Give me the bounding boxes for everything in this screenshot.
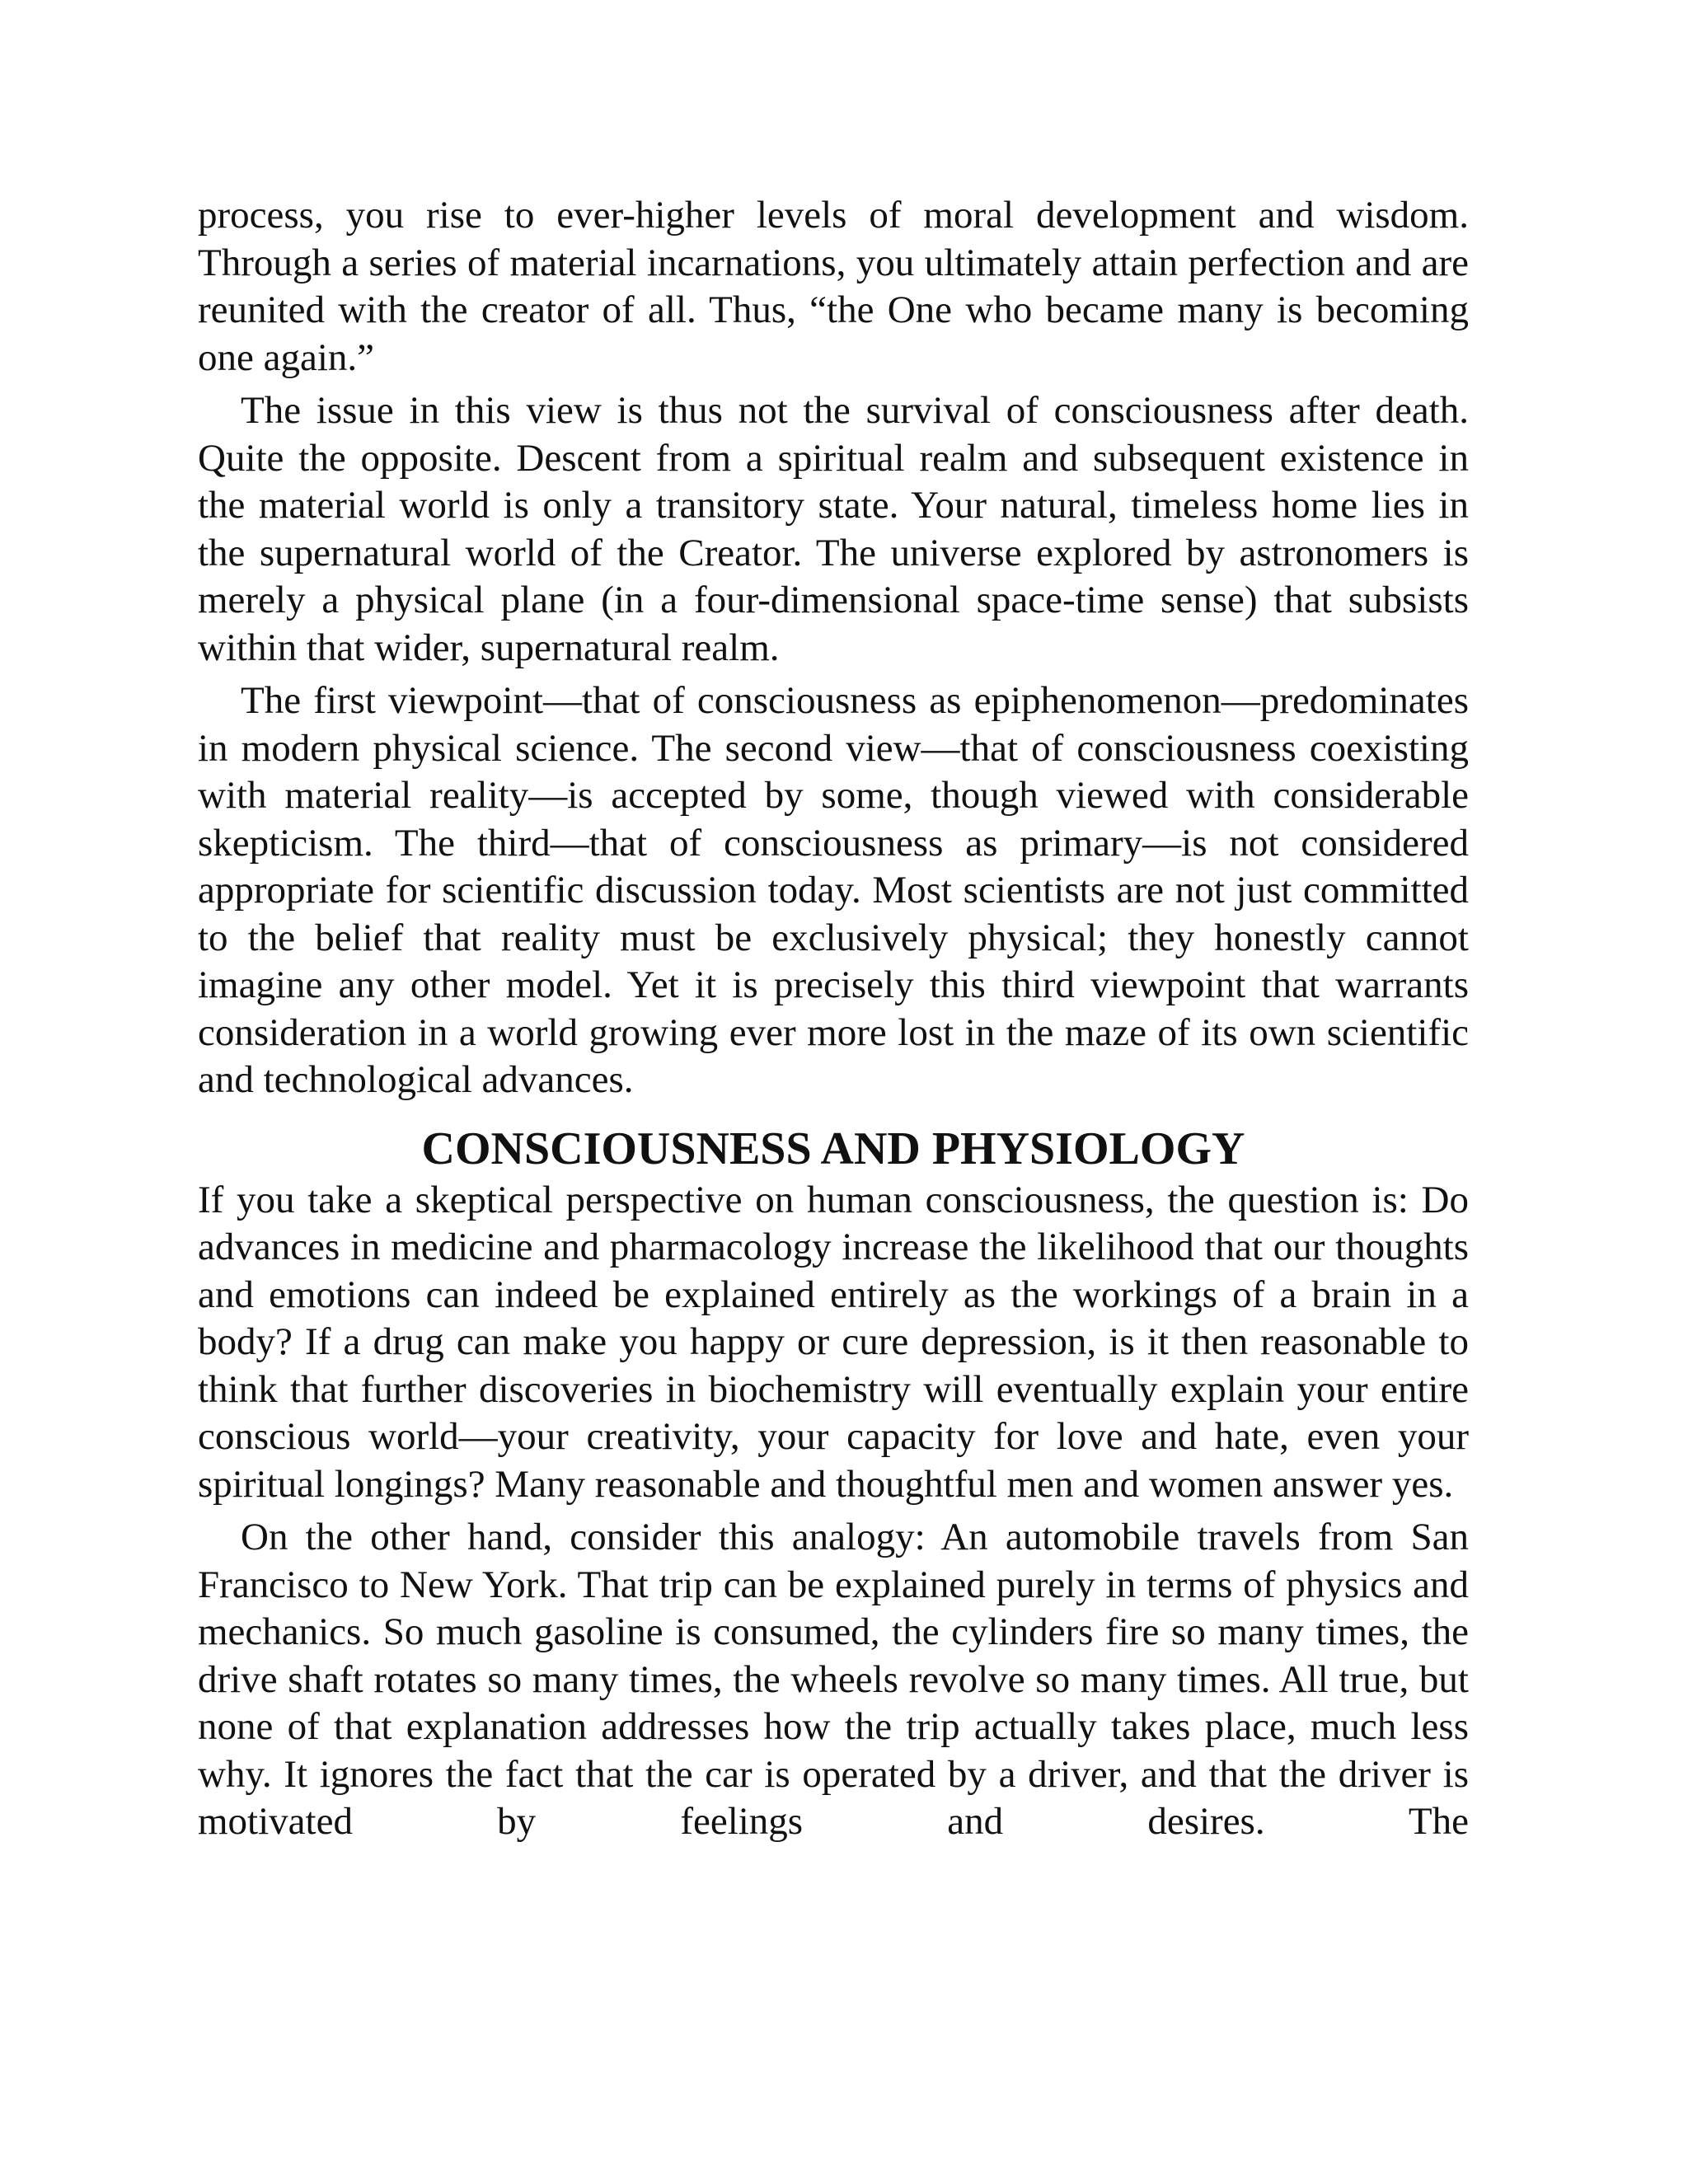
paragraph-continued: process, you rise to ever-higher levels of moral development and wisdom. Through a series of material incarnations, you ultimately attain perfection and are reunited with the creator of all. Thus, “the One who became many is becoming one again.” bbox=[198, 194, 1469, 379]
page-body bbox=[198, 192, 1469, 1846]
section-heading: CONSCIOUSNESS AND PHYSIOLOGY bbox=[421, 1122, 1245, 1174]
paragraph: The first viewpoint—that of consciousness as epiphenomenon—predominates in modern physical science. The second view—that of consciousness coexisting with material reality—is accepted by some, though viewed with considerable skepticism. The third—that of consciousness as primary—is not considered appropriate for scientific discussion today. Most scientists are not just committed to the belief that reality must be exclusively physical; they honestly cannot imagine any other model. Yet it is precisely this third viewpoint that warrants consideration in a world growing ever more lost in the maze of its own scientific and technological advances. bbox=[198, 679, 1469, 1101]
paragraph: The issue in this view is thus not the survival of consciousness after death. Quite the opposite. Descent from a spiritual realm and subsequent existence in the material world is only a transitory state. Your natural, timeless home lies in the supernatural world of the Creator. The universe explored by astronomers is merely a physical plane (in a four-dimensional space-time sense) that subsists within that wider, supernatural realm. bbox=[198, 389, 1469, 669]
paragraph-continues-next-page: On the other hand, consider this analogy: An automobile travels from San Francisco to New York. That trip can be explained purely in terms of physics and mechanics. So much gasoline is consumed, the cylinders fire so many times, the drive shaft rotates so many times, the wheels revolve so many times. All true, but none of that explanation addresses how the trip actually takes place, much less why. It ignores the fact that the car is operated by a driver, and that the driver is motivated by feelings and desires. The bbox=[198, 1516, 1469, 1843]
paragraph: If you take a skeptical perspective on human consciousness, the question is: Do advances in medicine and pharmacology increase the likelihood that our thoughts and emotions can indeed be explained entirely as the workings of a brain in a body? If a drug can make you happy or cure depression, is it then reasonable to think that further discoveries in biochemistry will eventually explain your entire conscious world—your creativity, your capacity for love and hate, even your spiritual longings? Many reasonable and thoughtful men and women answer yes. bbox=[198, 1178, 1469, 1506]
